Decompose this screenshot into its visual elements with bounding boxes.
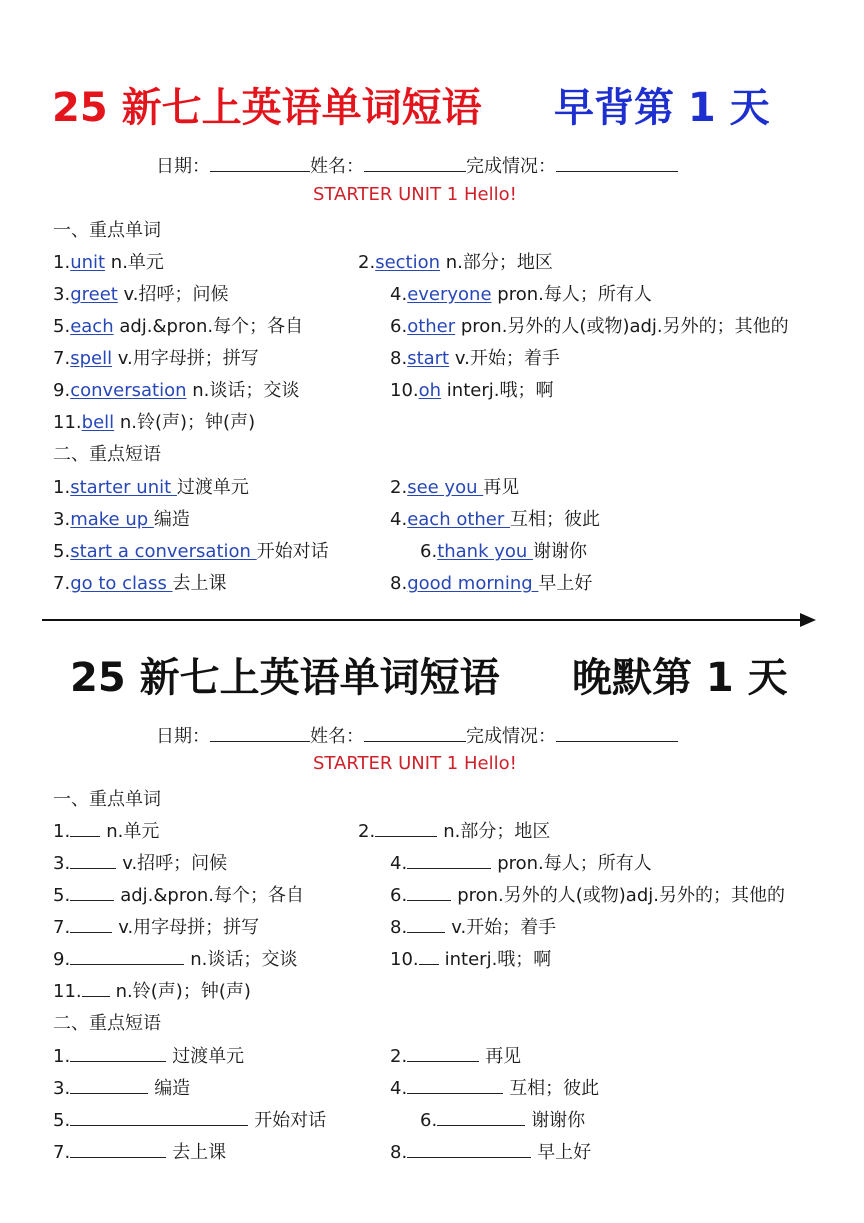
morning-phrase-2: 2.see you 再见 [390, 477, 520, 498]
divider-arrow-icon [800, 613, 816, 627]
status-field[interactable] [556, 155, 678, 172]
answer-blank[interactable] [407, 1076, 503, 1094]
morning-word-5: 5.each adj.&pron.每个；各自 [53, 316, 304, 337]
evening-info-row [156, 722, 678, 748]
evening-word-7: 7. v.用字母拼；拼写 [53, 917, 260, 938]
evening-word-10: 10. interj.哦；啊 [390, 949, 552, 970]
answer-blank[interactable] [70, 1076, 148, 1094]
morning-words-heading: 一、重点单词 [53, 220, 161, 241]
section-divider [42, 619, 804, 621]
morning-phrase-3: 3.make up 编造 [53, 509, 190, 530]
answer-blank[interactable] [70, 915, 112, 933]
evening-phrase-3: 3. 编造 [53, 1078, 191, 1099]
answer-blank[interactable] [70, 1140, 166, 1158]
morning-word-10: 10.oh interj.哦；啊 [390, 380, 554, 401]
morning-phrase-5: 5.start a conversation 开始对话 [53, 541, 329, 562]
status-field[interactable] [556, 725, 678, 742]
answer-blank[interactable] [437, 1108, 525, 1126]
evening-word-6: 6. pron.另外的人(或物)adj.另外的；其他的 [390, 885, 785, 906]
morning-word-8: 8.start v.开始；着手 [390, 348, 560, 369]
answer-blank[interactable] [407, 851, 491, 869]
answer-blank[interactable] [70, 819, 100, 837]
evening-word-9: 9. n.谈话；交谈 [53, 949, 298, 970]
evening-word-2: 2. n.部分；地区 [358, 821, 551, 842]
answer-blank[interactable] [407, 915, 445, 933]
name-label: 姓名： [310, 726, 364, 747]
morning-word-1: 1.unit n.单元 [53, 252, 164, 273]
evening-phrase-6: 6. 谢谢你 [420, 1110, 586, 1131]
name-label: 姓名： [310, 156, 364, 177]
evening-word-3: 3. v.招呼；问候 [53, 853, 228, 874]
status-label: 完成情况： [466, 726, 556, 747]
answer-blank[interactable] [70, 883, 114, 901]
morning-word-11: 11.bell n.铃(声)；钟(声) [53, 412, 256, 433]
answer-blank[interactable] [70, 851, 116, 869]
evening-word-1: 1. n.单元 [53, 821, 160, 842]
morning-phrase-7: 7.go to class 去上课 [53, 573, 227, 594]
evening-phrase-5: 5. 开始对话 [53, 1110, 327, 1131]
evening-word-11: 11. n.铃(声)；钟(声) [53, 981, 251, 1002]
evening-title-tag: 晚默第 1 天 [572, 655, 788, 701]
date-field[interactable] [210, 725, 310, 742]
status-label: 完成情况： [466, 156, 556, 177]
date-label: 日期： [156, 726, 210, 747]
morning-word-7: 7.spell v.用字母拼；拼写 [53, 348, 259, 369]
answer-blank[interactable] [70, 1044, 166, 1062]
morning-word-6: 6.other pron.另外的人(或物)adj.另外的；其他的 [390, 316, 789, 337]
answer-blank[interactable] [407, 883, 451, 901]
evening-words-heading: 一、重点单词 [53, 789, 161, 810]
morning-word-2: 2.section n.部分；地区 [358, 252, 553, 273]
evening-phrase-4: 4. 互相；彼此 [390, 1078, 600, 1099]
evening-phrase-8: 8. 早上好 [390, 1142, 592, 1163]
answer-blank[interactable] [375, 819, 437, 837]
answer-blank[interactable] [407, 1044, 479, 1062]
morning-unit-title: STARTER UNIT 1 Hello! [313, 184, 517, 205]
name-field[interactable] [364, 155, 466, 172]
name-field[interactable] [364, 725, 466, 742]
answer-blank[interactable] [70, 1108, 248, 1126]
evening-title-main: 25 新七上英语单词短语 [70, 655, 500, 701]
morning-phrase-4: 4.each other 互相；彼此 [390, 509, 600, 530]
answer-blank[interactable] [407, 1140, 531, 1158]
morning-phrase-6: 6.thank you 谢谢你 [420, 541, 588, 562]
date-field[interactable] [210, 155, 310, 172]
morning-phrase-1: 1.starter unit 过渡单元 [53, 477, 249, 498]
answer-blank[interactable] [82, 979, 110, 997]
morning-title-tag: 早背第 1 天 [554, 85, 770, 131]
evening-word-4: 4. pron.每人；所有人 [390, 853, 652, 874]
morning-word-9: 9.conversation n.谈话；交谈 [53, 380, 300, 401]
date-label: 日期： [156, 156, 210, 177]
morning-info-row [156, 152, 678, 178]
evening-word-8: 8. v.开始；着手 [390, 917, 557, 938]
answer-blank[interactable] [70, 947, 184, 965]
evening-phrase-7: 7. 去上课 [53, 1142, 227, 1163]
morning-word-4: 4.everyone pron.每人；所有人 [390, 284, 652, 305]
evening-phrase-1: 1. 过渡单元 [53, 1046, 245, 1067]
morning-word-3: 3.greet v.招呼；问候 [53, 284, 229, 305]
evening-unit-title: STARTER UNIT 1 Hello! [313, 753, 517, 774]
evening-word-5: 5. adj.&pron.每个；各自 [53, 885, 304, 906]
morning-phrases-heading: 二、重点短语 [53, 444, 161, 465]
morning-title-main: 25 新七上英语单词短语 [52, 85, 482, 131]
evening-phrases-heading: 二、重点短语 [53, 1013, 161, 1034]
morning-phrase-8: 8.good morning 早上好 [390, 573, 593, 594]
answer-blank[interactable] [419, 947, 439, 965]
evening-phrase-2: 2. 再见 [390, 1046, 522, 1067]
